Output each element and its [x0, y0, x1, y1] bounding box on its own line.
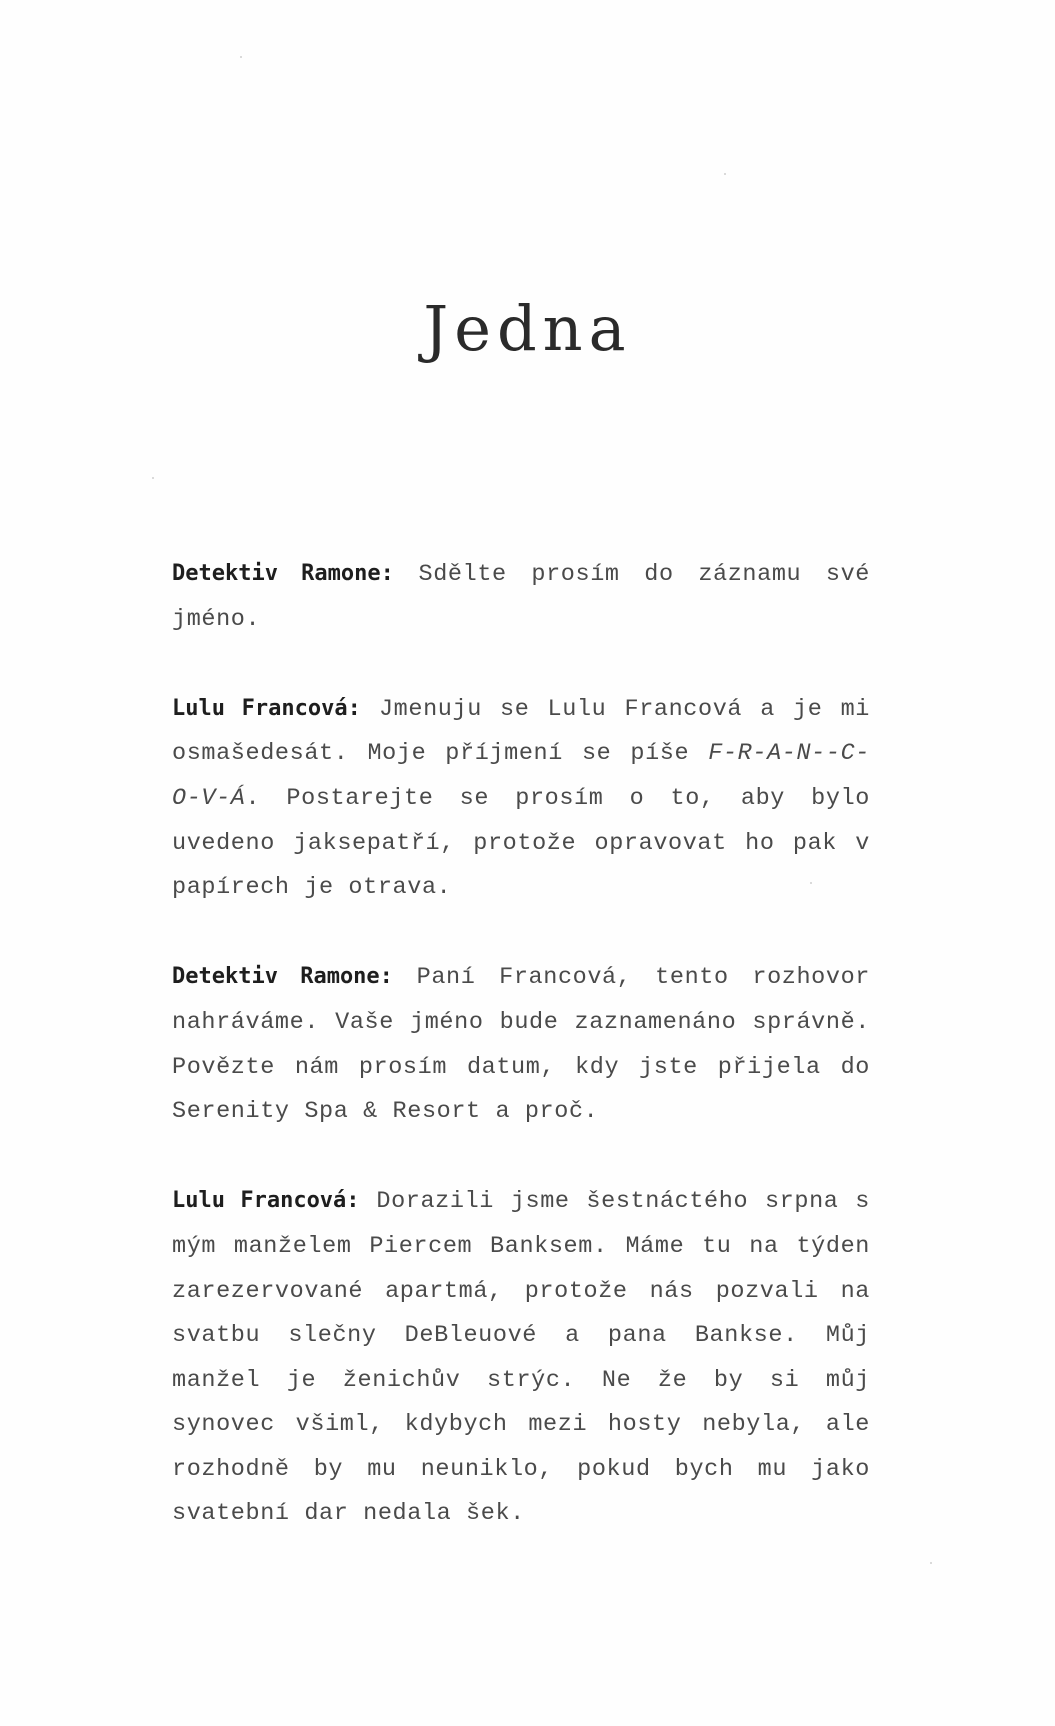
- speaker-name: Lulu Francová:: [172, 695, 361, 721]
- paper-speck: [724, 173, 726, 175]
- entry-text: Dorazili jsme šestnáctého srpna s mým manželem Piercem Banksem. Máme tu na týden zarezervované apartmá, protože nás pozvali na svatbu slečny DeBleuové a pana Bankse. Můj manžel je ženichův strýc. Ne že by si můj synovec všiml, kdybych mezi hosty nebyla, ale rozhodně by mu neuniklo, pokud bych mu jako svatební dar nedala šek.: [172, 1188, 870, 1528]
- paper-speck: [930, 1562, 932, 1564]
- entry-text: Paní Francová, tento rozhovor nahráváme. Vaše jméno bude zaznamenáno správně. Povězte nám prosím datum, kdy jste přijela do Serenity Spa & Resort a proč.: [172, 964, 870, 1126]
- paper-speck: [240, 56, 242, 58]
- speaker-name: Lulu Francová:: [172, 1188, 360, 1214]
- transcript-entry: [172, 1179, 870, 1537]
- speaker-name: Detektiv Ramone:: [172, 561, 394, 586]
- entry-text-continued: . Postarejte se prosím o to, aby bylo uvedeno jaksepatří, protože opravovat ho pak v papírech je otrava.: [172, 784, 870, 902]
- chapter-title: Jedna: [423, 292, 632, 365]
- transcript-entry: [172, 687, 870, 911]
- spelled-surname: F-R-A-N--C-O-V-Á: [172, 740, 870, 812]
- speaker-name: Detektiv Ramone:: [172, 964, 393, 990]
- transcript-entry: [172, 552, 870, 642]
- entry-text: Sdělte prosím do záznamu své jméno.: [172, 561, 870, 633]
- paper-speck: [810, 882, 812, 884]
- entry-text: Jmenuju se Lulu Francová a je mi osmašedesát. Moje příjmení se píše: [172, 695, 870, 768]
- transcript-entry: [172, 955, 870, 1134]
- interview-transcript: [172, 552, 870, 1582]
- paper-speck: [152, 477, 154, 479]
